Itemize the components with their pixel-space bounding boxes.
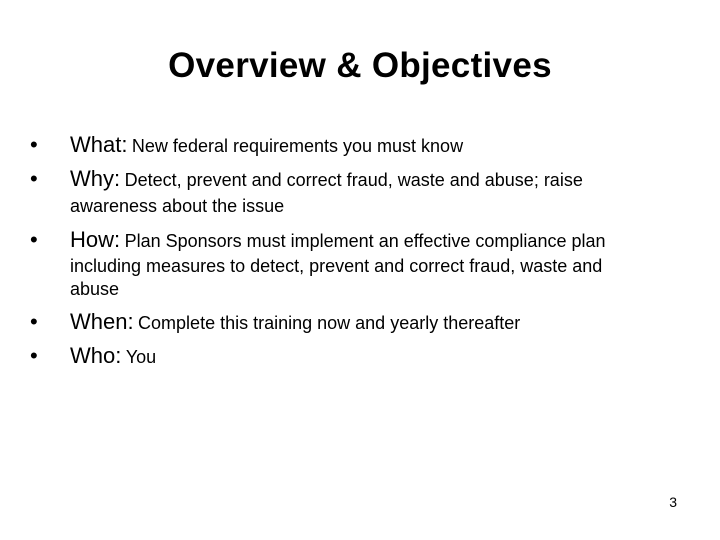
bullet-lead: What: bbox=[70, 132, 128, 157]
bullet-continuation: including measures to detect, prevent and correct fraud, waste and bbox=[70, 256, 603, 276]
bullet-icon: • bbox=[30, 227, 38, 252]
bullet-icon: • bbox=[30, 132, 38, 157]
bullet-text: New federal requirements you must know bbox=[131, 136, 464, 156]
page-number: 3 bbox=[669, 494, 677, 510]
bullet-lead: How: bbox=[70, 227, 121, 252]
bullet-text: Complete this training now and yearly thereafter bbox=[138, 313, 521, 333]
bullet-icon: • bbox=[30, 166, 38, 191]
bullet-text: You bbox=[125, 347, 157, 367]
bullet-continuation: awareness about the issue bbox=[70, 196, 285, 216]
bullet-text: Plan Sponsors must implement an effective compliance plan bbox=[124, 231, 606, 251]
bullet-lead: Why: bbox=[70, 166, 121, 191]
bullet-text: Detect, prevent and correct fraud, waste and abuse; raise bbox=[124, 170, 583, 190]
slide-title: Overview & Objectives bbox=[168, 46, 552, 85]
bullet-lead: Who: bbox=[70, 343, 122, 368]
bullet-icon: • bbox=[30, 343, 38, 368]
bullet-lead: When: bbox=[70, 309, 134, 334]
bullet-icon: • bbox=[30, 309, 38, 334]
bullet-continuation: abuse bbox=[70, 279, 120, 299]
